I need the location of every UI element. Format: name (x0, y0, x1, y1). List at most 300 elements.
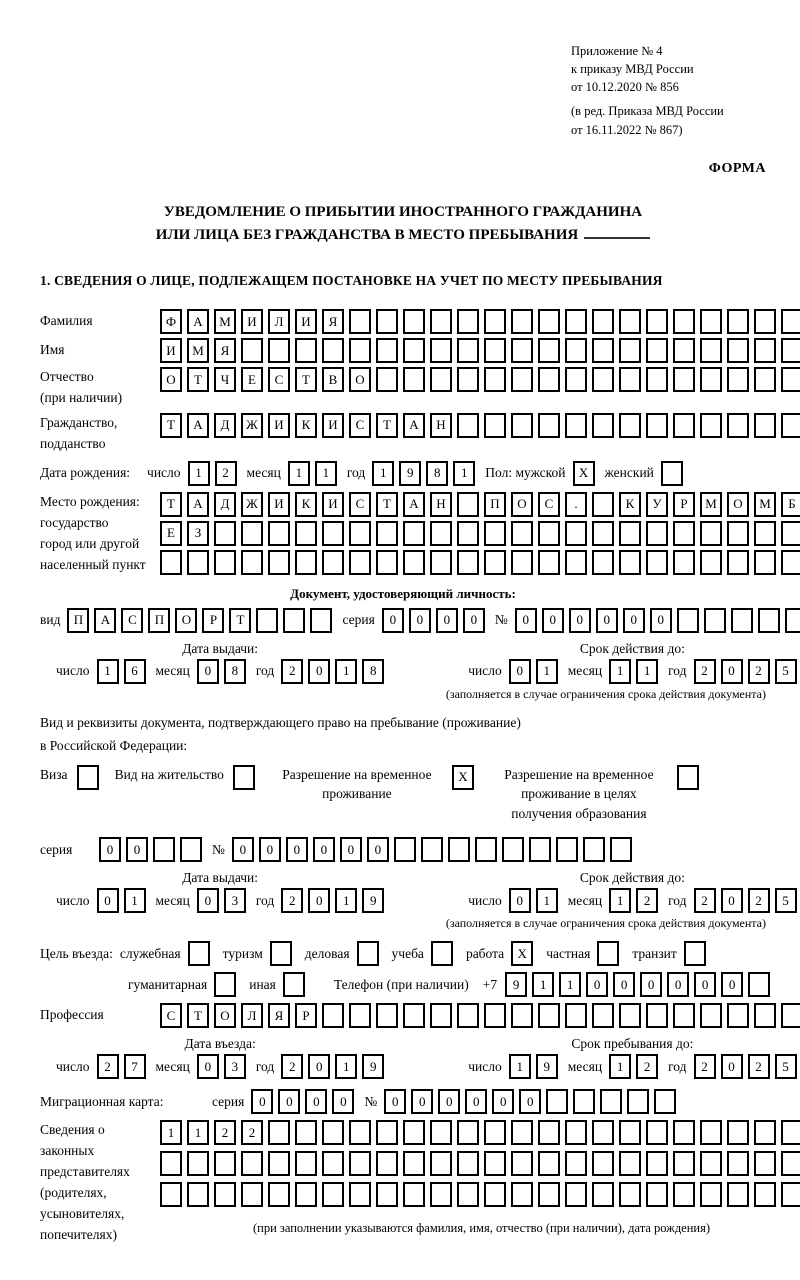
char-cell[interactable] (295, 550, 317, 575)
char-cell[interactable] (430, 1120, 452, 1145)
char-cell[interactable] (241, 1182, 263, 1207)
char-cell[interactable]: 1 (559, 972, 581, 997)
char-cell[interactable] (781, 1182, 800, 1207)
char-cell[interactable] (673, 1003, 695, 1028)
char-cell[interactable] (214, 550, 236, 575)
char-cell[interactable]: 2 (97, 1054, 119, 1079)
char-cell[interactable]: 2 (636, 888, 658, 913)
char-cell[interactable]: 1 (609, 1054, 631, 1079)
char-cell[interactable] (754, 309, 776, 334)
char-cell[interactable] (403, 367, 425, 392)
char-cell[interactable] (781, 367, 800, 392)
char-cell[interactable] (310, 608, 332, 633)
char-cell[interactable]: Ж (241, 492, 263, 517)
char-cell[interactable]: 0 (278, 1089, 300, 1114)
char-cell[interactable] (727, 413, 749, 438)
char-cell[interactable] (754, 413, 776, 438)
char-cell[interactable] (160, 1151, 182, 1176)
female-checkbox[interactable] (661, 461, 683, 486)
char-cell[interactable]: Т (295, 367, 317, 392)
char-cell[interactable]: 0 (308, 659, 330, 684)
char-cell[interactable]: И (322, 492, 344, 517)
char-cell[interactable] (565, 367, 587, 392)
char-cell[interactable] (619, 309, 641, 334)
char-cell[interactable] (430, 521, 452, 546)
char-cell[interactable]: 9 (362, 888, 384, 913)
char-cell[interactable] (565, 550, 587, 575)
char-cell[interactable] (673, 1182, 695, 1207)
char-cell[interactable] (322, 338, 344, 363)
char-cell[interactable]: 0 (623, 608, 645, 633)
char-cell[interactable]: 2 (214, 1120, 236, 1145)
char-cell[interactable] (700, 367, 722, 392)
char-cell[interactable]: Р (673, 492, 695, 517)
char-cell[interactable]: Ж (241, 413, 263, 438)
char-cell[interactable] (322, 521, 344, 546)
char-cell[interactable] (556, 837, 578, 862)
char-cell[interactable] (646, 1182, 668, 1207)
char-cell[interactable] (619, 1151, 641, 1176)
char-cell[interactable] (403, 1151, 425, 1176)
char-cell[interactable] (511, 309, 533, 334)
char-cell[interactable] (376, 550, 398, 575)
char-cell[interactable]: П (148, 608, 170, 633)
char-cell[interactable]: И (322, 413, 344, 438)
char-cell[interactable] (727, 367, 749, 392)
char-cell[interactable] (268, 338, 290, 363)
char-cell[interactable]: 1 (372, 461, 394, 486)
char-cell[interactable] (754, 521, 776, 546)
char-cell[interactable] (754, 550, 776, 575)
char-cell[interactable] (457, 413, 479, 438)
char-cell[interactable]: Я (268, 1003, 290, 1028)
char-cell[interactable]: 0 (332, 1089, 354, 1114)
char-cell[interactable] (619, 550, 641, 575)
char-cell[interactable] (727, 338, 749, 363)
char-cell[interactable]: 0 (259, 837, 281, 862)
char-cell[interactable]: Ф (160, 309, 182, 334)
char-cell[interactable] (592, 550, 614, 575)
option-checkbox[interactable] (357, 941, 379, 966)
char-cell[interactable]: . (565, 492, 587, 517)
char-cell[interactable] (538, 338, 560, 363)
char-cell[interactable] (484, 521, 506, 546)
char-cell[interactable] (700, 413, 722, 438)
char-cell[interactable] (511, 367, 533, 392)
char-cell[interactable] (349, 521, 371, 546)
char-cell[interactable] (673, 1151, 695, 1176)
char-cell[interactable] (160, 1182, 182, 1207)
char-cell[interactable] (241, 1151, 263, 1176)
char-cell[interactable] (322, 1120, 344, 1145)
char-cell[interactable] (484, 1003, 506, 1028)
char-cell[interactable]: 7 (124, 1054, 146, 1079)
char-cell[interactable] (322, 1151, 344, 1176)
char-cell[interactable]: 2 (694, 1054, 716, 1079)
char-cell[interactable] (619, 413, 641, 438)
char-cell[interactable] (754, 338, 776, 363)
char-cell[interactable]: 0 (438, 1089, 460, 1114)
char-cell[interactable]: 1 (124, 888, 146, 913)
option-checkbox[interactable] (283, 972, 305, 997)
char-cell[interactable]: 0 (286, 837, 308, 862)
char-cell[interactable] (754, 1003, 776, 1028)
char-cell[interactable] (565, 1003, 587, 1028)
char-cell[interactable]: Н (430, 492, 452, 517)
char-cell[interactable]: 2 (748, 659, 770, 684)
char-cell[interactable]: 5 (775, 659, 797, 684)
char-cell[interactable]: З (187, 521, 209, 546)
char-cell[interactable] (565, 413, 587, 438)
char-cell[interactable]: 0 (667, 972, 689, 997)
char-cell[interactable] (673, 309, 695, 334)
char-cell[interactable] (529, 837, 551, 862)
char-cell[interactable] (592, 309, 614, 334)
char-cell[interactable]: 2 (748, 888, 770, 913)
char-cell[interactable]: 0 (97, 888, 119, 913)
char-cell[interactable] (592, 338, 614, 363)
char-cell[interactable] (619, 521, 641, 546)
char-cell[interactable] (565, 309, 587, 334)
char-cell[interactable]: 9 (362, 1054, 384, 1079)
char-cell[interactable] (727, 1182, 749, 1207)
char-cell[interactable] (654, 1089, 676, 1114)
char-cell[interactable]: К (619, 492, 641, 517)
char-cell[interactable]: 5 (775, 1054, 797, 1079)
char-cell[interactable]: М (187, 338, 209, 363)
option-checkbox[interactable] (214, 972, 236, 997)
option-checkbox[interactable]: X (511, 941, 533, 966)
char-cell[interactable] (349, 1151, 371, 1176)
char-cell[interactable]: 2 (215, 461, 237, 486)
option-checkbox[interactable] (188, 941, 210, 966)
char-cell[interactable] (322, 1182, 344, 1207)
char-cell[interactable] (592, 1182, 614, 1207)
char-cell[interactable] (484, 338, 506, 363)
char-cell[interactable]: Д (214, 413, 236, 438)
char-cell[interactable] (484, 309, 506, 334)
char-cell[interactable]: И (295, 309, 317, 334)
char-cell[interactable] (484, 413, 506, 438)
char-cell[interactable] (600, 1089, 622, 1114)
residence-permit-checkbox[interactable] (233, 765, 255, 790)
char-cell[interactable] (538, 550, 560, 575)
char-cell[interactable]: 1 (536, 888, 558, 913)
char-cell[interactable] (457, 1003, 479, 1028)
char-cell[interactable]: М (214, 309, 236, 334)
char-cell[interactable]: 0 (515, 608, 537, 633)
char-cell[interactable] (727, 1120, 749, 1145)
char-cell[interactable]: Т (160, 492, 182, 517)
char-cell[interactable] (673, 413, 695, 438)
char-cell[interactable] (214, 1151, 236, 1176)
char-cell[interactable] (546, 1089, 568, 1114)
char-cell[interactable] (403, 1182, 425, 1207)
char-cell[interactable] (646, 413, 668, 438)
char-cell[interactable]: Ч (214, 367, 236, 392)
char-cell[interactable]: А (94, 608, 116, 633)
char-cell[interactable] (268, 1182, 290, 1207)
char-cell[interactable] (376, 1003, 398, 1028)
char-cell[interactable]: П (484, 492, 506, 517)
char-cell[interactable]: 0 (436, 608, 458, 633)
char-cell[interactable] (430, 367, 452, 392)
char-cell[interactable] (376, 1120, 398, 1145)
char-cell[interactable] (565, 521, 587, 546)
char-cell[interactable] (704, 608, 726, 633)
char-cell[interactable]: С (349, 413, 371, 438)
char-cell[interactable] (160, 550, 182, 575)
char-cell[interactable]: Р (295, 1003, 317, 1028)
char-cell[interactable] (457, 1182, 479, 1207)
temp-residence-education-checkbox[interactable] (677, 765, 699, 790)
char-cell[interactable] (627, 1089, 649, 1114)
char-cell[interactable] (349, 309, 371, 334)
char-cell[interactable] (781, 550, 800, 575)
char-cell[interactable]: 0 (613, 972, 635, 997)
char-cell[interactable] (646, 1120, 668, 1145)
char-cell[interactable]: 0 (465, 1089, 487, 1114)
char-cell[interactable] (457, 338, 479, 363)
char-cell[interactable] (511, 1151, 533, 1176)
char-cell[interactable] (700, 1151, 722, 1176)
char-cell[interactable] (565, 1151, 587, 1176)
char-cell[interactable]: У (646, 492, 668, 517)
char-cell[interactable]: И (268, 492, 290, 517)
char-cell[interactable]: О (160, 367, 182, 392)
char-cell[interactable]: 2 (281, 1054, 303, 1079)
char-cell[interactable] (430, 1151, 452, 1176)
char-cell[interactable]: Т (376, 413, 398, 438)
char-cell[interactable]: Д (214, 492, 236, 517)
char-cell[interactable] (349, 1120, 371, 1145)
char-cell[interactable]: 0 (411, 1089, 433, 1114)
char-cell[interactable] (430, 309, 452, 334)
char-cell[interactable] (430, 1182, 452, 1207)
char-cell[interactable]: 0 (197, 888, 219, 913)
char-cell[interactable]: 1 (509, 1054, 531, 1079)
char-cell[interactable] (619, 1120, 641, 1145)
char-cell[interactable] (573, 1089, 595, 1114)
char-cell[interactable] (295, 1182, 317, 1207)
char-cell[interactable] (781, 309, 800, 334)
char-cell[interactable] (565, 1120, 587, 1145)
char-cell[interactable] (457, 492, 479, 517)
char-cell[interactable] (754, 1151, 776, 1176)
char-cell[interactable]: 1 (97, 659, 119, 684)
char-cell[interactable] (376, 338, 398, 363)
char-cell[interactable]: 0 (586, 972, 608, 997)
char-cell[interactable] (457, 309, 479, 334)
char-cell[interactable] (700, 1182, 722, 1207)
char-cell[interactable] (646, 1151, 668, 1176)
char-cell[interactable] (403, 1120, 425, 1145)
char-cell[interactable] (268, 521, 290, 546)
char-cell[interactable]: О (214, 1003, 236, 1028)
char-cell[interactable] (511, 1182, 533, 1207)
char-cell[interactable] (538, 1003, 560, 1028)
char-cell[interactable]: 6 (124, 659, 146, 684)
char-cell[interactable] (731, 608, 753, 633)
char-cell[interactable]: М (754, 492, 776, 517)
char-cell[interactable]: И (160, 338, 182, 363)
char-cell[interactable]: 0 (126, 837, 148, 862)
char-cell[interactable]: Е (160, 521, 182, 546)
char-cell[interactable] (349, 1182, 371, 1207)
char-cell[interactable] (376, 309, 398, 334)
char-cell[interactable] (673, 521, 695, 546)
char-cell[interactable]: 1 (532, 972, 554, 997)
char-cell[interactable]: Т (187, 367, 209, 392)
char-cell[interactable]: Т (187, 1003, 209, 1028)
char-cell[interactable]: 8 (362, 659, 384, 684)
char-cell[interactable]: 5 (775, 888, 797, 913)
char-cell[interactable]: 1 (335, 888, 357, 913)
char-cell[interactable] (619, 338, 641, 363)
char-cell[interactable]: 0 (650, 608, 672, 633)
char-cell[interactable] (538, 413, 560, 438)
char-cell[interactable] (754, 367, 776, 392)
char-cell[interactable]: 1 (288, 461, 310, 486)
char-cell[interactable]: А (403, 492, 425, 517)
char-cell[interactable] (376, 521, 398, 546)
char-cell[interactable]: О (175, 608, 197, 633)
char-cell[interactable] (511, 550, 533, 575)
visa-checkbox[interactable] (77, 765, 99, 790)
char-cell[interactable]: 0 (463, 608, 485, 633)
char-cell[interactable]: 9 (505, 972, 527, 997)
char-cell[interactable]: 1 (187, 1120, 209, 1145)
char-cell[interactable] (592, 367, 614, 392)
char-cell[interactable] (457, 1120, 479, 1145)
char-cell[interactable] (646, 550, 668, 575)
char-cell[interactable] (592, 521, 614, 546)
char-cell[interactable] (511, 338, 533, 363)
char-cell[interactable] (403, 550, 425, 575)
char-cell[interactable]: 0 (640, 972, 662, 997)
char-cell[interactable] (646, 1003, 668, 1028)
char-cell[interactable] (727, 550, 749, 575)
char-cell[interactable] (376, 1182, 398, 1207)
char-cell[interactable] (484, 1151, 506, 1176)
char-cell[interactable]: 2 (636, 1054, 658, 1079)
char-cell[interactable] (295, 521, 317, 546)
char-cell[interactable]: 1 (160, 1120, 182, 1145)
char-cell[interactable] (673, 1120, 695, 1145)
char-cell[interactable] (349, 1003, 371, 1028)
char-cell[interactable]: А (403, 413, 425, 438)
char-cell[interactable] (283, 608, 305, 633)
char-cell[interactable] (403, 521, 425, 546)
char-cell[interactable]: Т (229, 608, 251, 633)
char-cell[interactable]: 1 (536, 659, 558, 684)
char-cell[interactable] (241, 550, 263, 575)
char-cell[interactable] (457, 521, 479, 546)
char-cell[interactable] (754, 1182, 776, 1207)
char-cell[interactable] (619, 367, 641, 392)
char-cell[interactable] (403, 1003, 425, 1028)
char-cell[interactable] (295, 338, 317, 363)
char-cell[interactable] (484, 1120, 506, 1145)
char-cell[interactable] (727, 1151, 749, 1176)
char-cell[interactable]: 0 (99, 837, 121, 862)
char-cell[interactable]: 0 (596, 608, 618, 633)
char-cell[interactable]: 9 (399, 461, 421, 486)
char-cell[interactable] (421, 837, 443, 862)
char-cell[interactable]: 2 (694, 888, 716, 913)
char-cell[interactable]: Т (160, 413, 182, 438)
char-cell[interactable]: Е (241, 367, 263, 392)
char-cell[interactable] (187, 1151, 209, 1176)
char-cell[interactable] (322, 1003, 344, 1028)
char-cell[interactable] (748, 972, 770, 997)
char-cell[interactable] (727, 1003, 749, 1028)
char-cell[interactable] (758, 608, 780, 633)
char-cell[interactable] (538, 1151, 560, 1176)
char-cell[interactable]: 1 (335, 659, 357, 684)
char-cell[interactable] (565, 338, 587, 363)
char-cell[interactable] (511, 1120, 533, 1145)
char-cell[interactable] (430, 550, 452, 575)
char-cell[interactable] (430, 1003, 452, 1028)
char-cell[interactable] (781, 521, 800, 546)
char-cell[interactable] (592, 492, 614, 517)
option-checkbox[interactable] (431, 941, 453, 966)
option-checkbox[interactable] (684, 941, 706, 966)
char-cell[interactable]: 0 (313, 837, 335, 862)
char-cell[interactable]: 1 (335, 1054, 357, 1079)
char-cell[interactable]: 0 (509, 659, 531, 684)
char-cell[interactable]: 0 (721, 888, 743, 913)
char-cell[interactable] (187, 1182, 209, 1207)
char-cell[interactable] (565, 1182, 587, 1207)
char-cell[interactable] (781, 1151, 800, 1176)
char-cell[interactable]: С (121, 608, 143, 633)
char-cell[interactable]: 1 (315, 461, 337, 486)
char-cell[interactable]: Я (214, 338, 236, 363)
char-cell[interactable] (349, 550, 371, 575)
char-cell[interactable]: 8 (224, 659, 246, 684)
char-cell[interactable] (673, 338, 695, 363)
char-cell[interactable] (484, 367, 506, 392)
char-cell[interactable] (700, 309, 722, 334)
char-cell[interactable] (214, 521, 236, 546)
char-cell[interactable] (430, 338, 452, 363)
char-cell[interactable] (727, 309, 749, 334)
char-cell[interactable]: М (700, 492, 722, 517)
char-cell[interactable] (646, 338, 668, 363)
char-cell[interactable] (700, 338, 722, 363)
char-cell[interactable]: 9 (536, 1054, 558, 1079)
char-cell[interactable] (619, 1182, 641, 1207)
char-cell[interactable]: Л (241, 1003, 263, 1028)
char-cell[interactable] (457, 367, 479, 392)
char-cell[interactable]: Н (430, 413, 452, 438)
char-cell[interactable]: 0 (251, 1089, 273, 1114)
char-cell[interactable] (610, 837, 632, 862)
char-cell[interactable] (781, 413, 800, 438)
char-cell[interactable]: В (322, 367, 344, 392)
char-cell[interactable]: И (268, 413, 290, 438)
char-cell[interactable]: 0 (542, 608, 564, 633)
char-cell[interactable]: Я (322, 309, 344, 334)
char-cell[interactable]: 0 (509, 888, 531, 913)
char-cell[interactable]: 2 (748, 1054, 770, 1079)
char-cell[interactable] (700, 521, 722, 546)
char-cell[interactable]: 0 (721, 972, 743, 997)
char-cell[interactable]: Р (202, 608, 224, 633)
char-cell[interactable] (448, 837, 470, 862)
